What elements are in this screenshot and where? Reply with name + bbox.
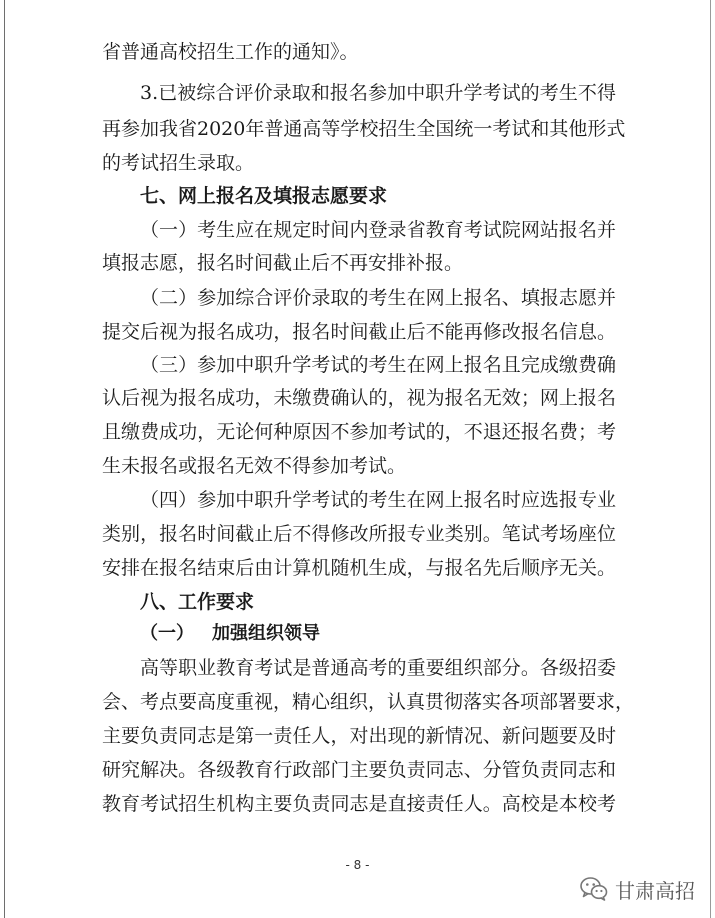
wechat-icon — [579, 876, 609, 902]
page-right-border — [710, 0, 711, 918]
page-left-border — [4, 0, 5, 918]
watermark — [579, 874, 695, 904]
text-line: （一）考生应在规定时间内登录省教育考试院网站报名并 — [140, 219, 616, 241]
text-line: 再参加我省2020年普通高等学校招生全国统一考试和其他形式 — [102, 118, 626, 140]
text-line: 填报志愿，报名时间截止后不再安排补报。 — [102, 252, 464, 274]
subsection-number: （一） — [140, 623, 194, 644]
page-number: - 8 - — [345, 858, 370, 872]
text-line: 提交后视为报名成功，报名时间截止后不能再修改报名信息。 — [102, 321, 616, 343]
text-line: 且缴费成功，无论何种原因不参加考试的，不退还报名费；考 — [102, 421, 616, 443]
text-line: 省普通高校招生工作的通知》。 — [102, 41, 359, 63]
text-line: 研究解决。各级教育行政部门主要负责同志、分管负责同志和 — [102, 759, 616, 781]
text-line: 高等职业教育考试是普通高考的重要组织部分。各级招委 — [140, 657, 616, 679]
text-line: 认后视为报名成功，未缴费确认的，视为报名无效；网上报名 — [102, 387, 616, 409]
watermark-text: 甘肃高招 — [615, 878, 695, 903]
text-line: （二）参加综合评价录取的考生在网上报名、填报志愿并 — [140, 287, 616, 309]
text-line: （四）参加中职升学考试的考生在网上报名时应选报专业 — [140, 489, 616, 511]
text-line: 类别，报名时间截止后不得修改所报专业类别。笔试考场座位 — [102, 523, 616, 545]
text-line: 会、考点要高度重视，精心组织，认真贯彻落实各项部署要求， — [102, 691, 635, 713]
section-heading: 八、工作要求 — [140, 591, 255, 613]
text-line: 主要负责同志是第一责任人，对出现的新情况、新问题要及时 — [102, 725, 616, 747]
text-line: 生未报名或报名无效不得参加考试。 — [102, 455, 407, 477]
subsection-heading — [140, 622, 320, 646]
text-line: 教育考试招生机构主要负责同志是直接责任人。高校是本校考 — [102, 793, 616, 815]
section-heading: 七、网上报名及填报志愿要求 — [140, 185, 388, 207]
text-line: 的考试招生录取。 — [102, 152, 255, 174]
subsection-title: 加强组织领导 — [212, 623, 320, 644]
text-line: 安排在报名结束后由计算机随机生成，与报名先后顺序无关。 — [102, 557, 616, 579]
text-line: （三）参加中职升学考试的考生在网上报名且完成缴费确 — [140, 354, 616, 376]
text-line: 3.已被综合评价录取和报名参加中职升学考试的考生不得 — [140, 82, 616, 104]
